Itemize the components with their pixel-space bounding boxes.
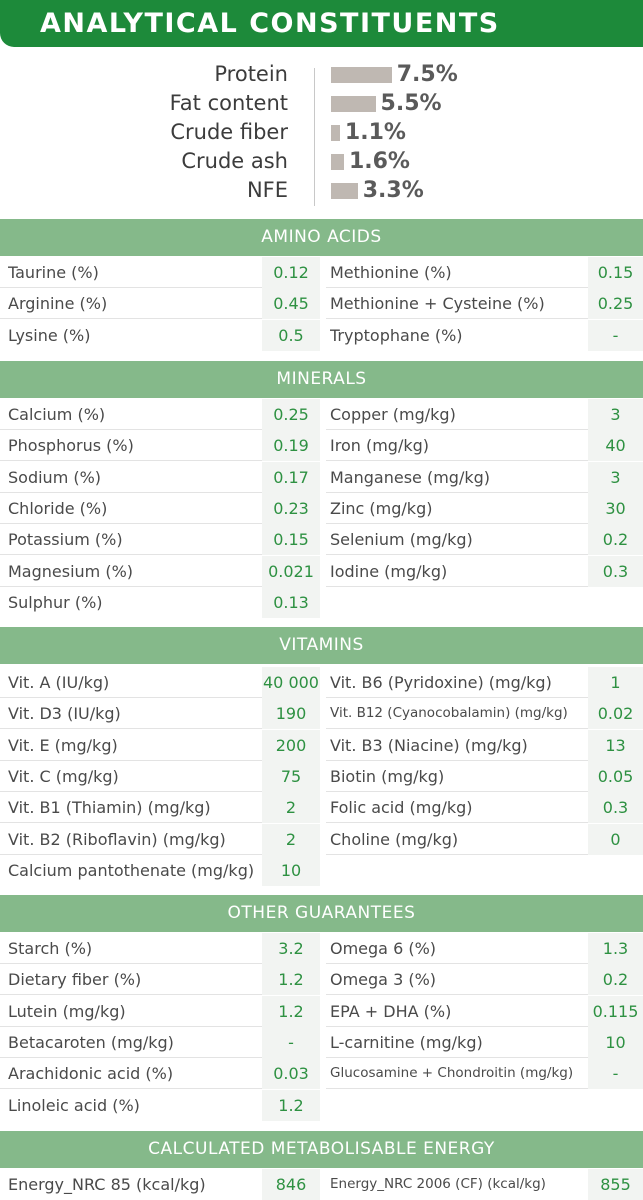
constituent-row — [0, 176, 643, 205]
nutrient-name: Vit. B12 (Cyanocobalamin) (mg/kg) — [330, 705, 568, 722]
nutrient-value: 3 — [588, 399, 643, 430]
constituent-label: Fat content — [169, 91, 288, 115]
nutrient-row — [0, 792, 643, 823]
nutrient-name: Lutein (mg/kg) — [8, 1001, 126, 1021]
nutrient-value: 0.17 — [262, 462, 320, 493]
nutrient-value: 40 — [588, 430, 643, 461]
nutrient-row — [0, 855, 643, 886]
nutrient-value: 1.2 — [262, 1090, 320, 1121]
section-header: CALCULATED METABOLISABLE ENERGY — [0, 1131, 643, 1168]
nutrient-value: - — [588, 320, 643, 351]
nutrient-name: Copper (mg/kg) — [330, 405, 456, 424]
nutrient-value: 0.5 — [262, 320, 320, 351]
constituent-row — [0, 118, 643, 147]
nutrient-row — [0, 1090, 643, 1121]
nutrient-name: Sodium (%) — [8, 467, 102, 487]
nutrient-value: 0.25 — [588, 288, 643, 319]
nutrient-name: Sulphur (%) — [8, 592, 103, 612]
constituent-label: Crude fiber — [170, 120, 288, 144]
nutrient-name: Vit. E (mg/kg) — [8, 735, 118, 755]
nutrient-name: Omega 6 (%) — [330, 939, 437, 958]
nutrient-name: Starch (%) — [8, 939, 93, 958]
nutrient-value: 0.03 — [262, 1058, 320, 1089]
nutrient-name: Arachidonic acid (%) — [8, 1064, 174, 1084]
nutrient-value: 0.12 — [262, 257, 320, 288]
nutrient-value: 3.2 — [262, 933, 320, 964]
nutrient-value: 0.15 — [588, 257, 643, 288]
nutrient-value: 0.15 — [262, 524, 320, 555]
empty-cell — [330, 587, 586, 618]
nutrient-value: 1.2 — [262, 964, 320, 995]
nutrient-row — [0, 493, 643, 524]
nutrient-row — [0, 1027, 643, 1058]
nutrient-row — [0, 667, 643, 698]
nutrient-row — [0, 964, 643, 995]
nutrient-row — [0, 430, 643, 461]
nutrient-name: Iodine (mg/kg) — [330, 561, 448, 581]
constituent-value: 1.1% — [344, 120, 406, 145]
constituent-value: 7.5% — [396, 62, 458, 87]
nutrient-row — [0, 524, 643, 555]
nutrient-value: 190 — [262, 698, 320, 729]
nutrient-row — [0, 320, 643, 351]
nutrient-name: Calcium (%) — [8, 405, 106, 424]
nutrient-name: Selenium (mg/kg) — [330, 530, 473, 550]
nutrient-value: 0 — [588, 824, 643, 855]
nutrient-value: 1.3 — [588, 933, 643, 964]
empty-value-cell — [588, 587, 643, 618]
nutrient-value: 0.23 — [262, 493, 320, 524]
nutrient-value: - — [588, 1058, 643, 1089]
constituent-row — [0, 60, 643, 89]
nutrient-value: 846 — [262, 1169, 320, 1200]
nutrient-value: 0.19 — [262, 430, 320, 461]
constituent-value: 3.3% — [362, 178, 424, 203]
empty-value-cell — [588, 1090, 643, 1121]
nutrient-name: Phosphorus (%) — [8, 436, 134, 456]
nutrient-value: 3 — [588, 462, 643, 493]
section-header: OTHER GUARANTEES — [0, 895, 643, 932]
nutrient-name: Chloride (%) — [8, 498, 108, 518]
nutrient-row — [0, 824, 643, 855]
nutrient-row — [0, 399, 643, 430]
empty-value-cell — [588, 855, 643, 886]
nutrient-value: 0.115 — [588, 996, 643, 1027]
nutrient-name: Vit. B6 (Pyridoxine) (mg/kg) — [330, 673, 552, 692]
nutrient-value: - — [262, 1027, 320, 1058]
constituent-bar — [331, 154, 344, 170]
nutrient-value: 0.3 — [588, 792, 643, 823]
empty-cell — [330, 855, 586, 886]
nutrient-name: Energy_NRC 2006 (CF) (kcal/kg) — [330, 1176, 546, 1192]
section-header: AMINO ACIDS — [0, 219, 643, 256]
nutrient-row — [0, 1169, 643, 1200]
constituent-bar — [331, 67, 392, 83]
constituent-label: Protein — [214, 62, 288, 86]
constituent-row — [0, 147, 643, 176]
constituent-bar — [331, 125, 340, 141]
nutrient-value: 10 — [588, 1027, 643, 1058]
nutrient-name: Methionine + Cysteine (%) — [330, 294, 545, 314]
nutrient-name: EPA + DHA (%) — [330, 1001, 452, 1021]
nutrient-value: 13 — [588, 730, 643, 761]
nutrient-name: Folic acid (mg/kg) — [330, 798, 473, 818]
nutrient-row — [0, 1058, 643, 1089]
nutrient-name: Choline (mg/kg) — [330, 829, 459, 849]
nutrient-value: 1.2 — [262, 996, 320, 1027]
nutrient-name: Lysine (%) — [8, 325, 91, 345]
nutrient-name: Magnesium (%) — [8, 561, 134, 581]
nutrient-row — [0, 288, 643, 319]
nutrient-value: 2 — [262, 792, 320, 823]
nutrient-name: Glucosamine + Chondroitin (mg/kg) — [330, 1065, 574, 1082]
nutrient-name: Dietary fiber (%) — [8, 970, 142, 990]
nutrient-row — [0, 761, 643, 792]
nutrient-name: Tryptophane (%) — [330, 325, 463, 345]
nutrient-value: 40 000 — [262, 667, 320, 698]
nutrient-name: Zinc (mg/kg) — [330, 498, 433, 518]
nutrient-name: Iron (mg/kg) — [330, 436, 429, 456]
empty-cell — [330, 1090, 586, 1121]
nutrient-row — [0, 556, 643, 587]
nutrient-value: 0.13 — [262, 587, 320, 618]
constituent-label: NFE — [246, 178, 288, 202]
nutrient-value: 0.45 — [262, 288, 320, 319]
nutrient-row — [0, 996, 643, 1027]
constituent-value: 1.6% — [348, 149, 410, 174]
nutrient-name: Taurine (%) — [8, 263, 99, 282]
nutrient-name: Omega 3 (%) — [330, 970, 437, 990]
nutrient-value: 0.2 — [588, 524, 643, 555]
nutrient-value: 1 — [588, 667, 643, 698]
nutrient-name: Vit. A (IU/kg) — [8, 673, 110, 692]
nutrient-value: 0.021 — [262, 556, 320, 587]
nutrient-value: 0.2 — [588, 964, 643, 995]
nutrient-name: Vit. D3 (IU/kg) — [8, 704, 121, 724]
nutrient-name: Potassium (%) — [8, 530, 123, 550]
nutrient-name: Vit. C (mg/kg) — [8, 766, 119, 786]
section-header: MINERALS — [0, 361, 643, 398]
page-title: ANALYTICAL CONSTITUENTS — [0, 0, 643, 47]
nutrient-name: Biotin (mg/kg) — [330, 766, 445, 786]
constituent-value: 5.5% — [380, 91, 442, 116]
nutrient-name: Vit. B1 (Thiamin) (mg/kg) — [8, 798, 211, 818]
nutrient-name: Calcium pantothenate (mg/kg) — [8, 860, 255, 880]
nutrient-name: Vit. B2 (Riboflavin) (mg/kg) — [8, 829, 226, 849]
nutrient-name: Betacaroten (mg/kg) — [8, 1032, 174, 1052]
constituent-bar — [331, 183, 358, 199]
nutrient-row — [0, 462, 643, 493]
nutrient-name: Manganese (mg/kg) — [330, 467, 490, 487]
nutrient-name: Energy_NRC 85 (kcal/kg) — [8, 1175, 206, 1194]
nutrient-row — [0, 257, 643, 288]
constituent-row — [0, 89, 643, 118]
nutrient-row — [0, 587, 643, 618]
nutrient-row — [0, 698, 643, 729]
nutrient-name: Arginine (%) — [8, 294, 108, 314]
nutrient-value: 30 — [588, 493, 643, 524]
constituent-label: Crude ash — [181, 149, 288, 173]
nutrient-name: L-carnitine (mg/kg) — [330, 1032, 483, 1052]
nutrient-name: Linoleic acid (%) — [8, 1095, 140, 1115]
nutrient-row — [0, 933, 643, 964]
section-header: VITAMINS — [0, 627, 643, 664]
nutrient-value: 2 — [262, 824, 320, 855]
nutrient-value: 0.25 — [262, 399, 320, 430]
nutrient-name: Vit. B3 (Niacine) (mg/kg) — [330, 735, 528, 755]
constituent-bar — [331, 96, 376, 112]
nutrient-value: 200 — [262, 730, 320, 761]
nutrient-value: 0.3 — [588, 556, 643, 587]
nutrient-value: 75 — [262, 761, 320, 792]
nutrient-value: 0.02 — [588, 698, 643, 729]
analytical-constituents — [0, 60, 643, 208]
nutrient-value: 0.05 — [588, 761, 643, 792]
nutrient-row — [0, 730, 643, 761]
nutrient-value: 855 — [588, 1169, 643, 1200]
nutrient-name: Methionine (%) — [330, 263, 452, 282]
nutrient-value: 10 — [262, 855, 320, 886]
